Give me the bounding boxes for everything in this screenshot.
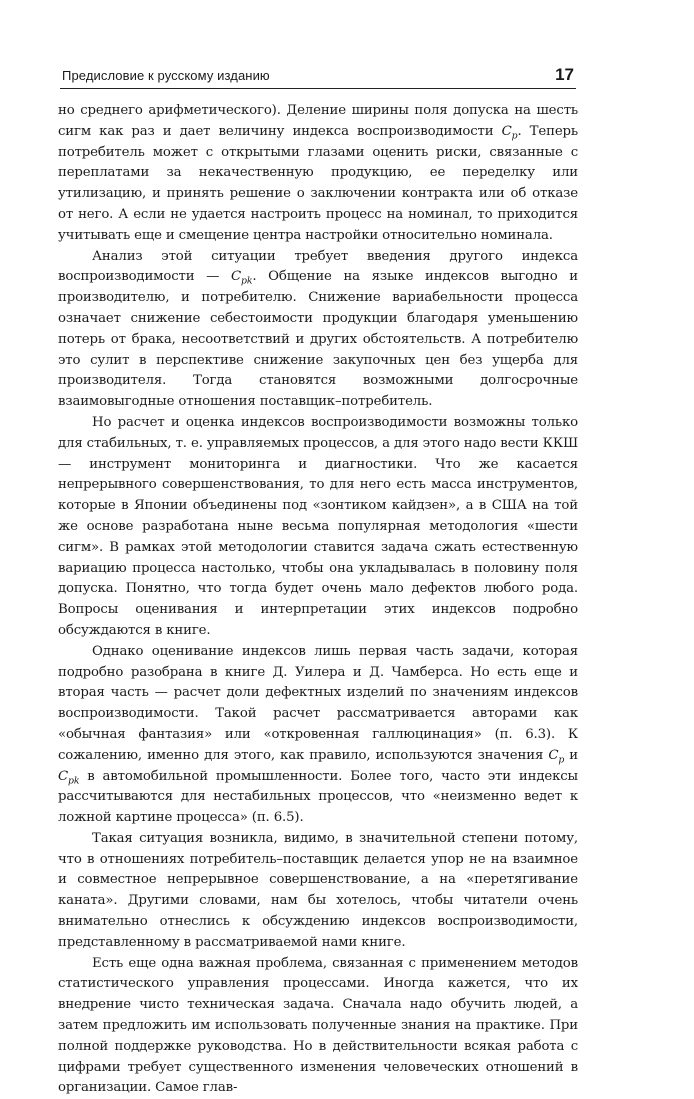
paragraph-4: Однако оценивание индексов лишь первая часть задачи, которая подробно разобрана в книге Д. Уилера и Д. Чамберса. Но есть еще и вторая часть — расчет доли дефектных изделий по значениям индексов воспроизводимости. Такой расчет рассматривается авторами как «обычная фантазия» или «откровенная галлюцинация» (п. 6.3). К сожалению, именно для этого, как правило, используются значения $C_p$ и $C_{pk}$ в автомобильной промышленности. Более того, часто эти индексы рассчитываются для нестабильных процессов, что «неизменно ведет к ложной картине процесса» (п. 6.5). bbox=[58, 643, 578, 826]
paragraph-5: Такая ситуация возникла, видимо, в значительной степени потому, что в отношениях потребитель–поставщик делается упор не на взаимное и совместное непрерывное совершенствование, а на «перетягивание каната». Другими словами, нам бы хотелось, чтобы читатели очень внимательно отнеслись к обсуждению индексов воспроизводимости, представленному в рассматриваемой нами книге. bbox=[58, 830, 578, 950]
body-text bbox=[58, 101, 578, 1099]
index-cpk: $C_{pk}$ bbox=[230, 269, 253, 287]
paragraph-1: но среднего арифметического). Деление ширины поля допуска на шесть сигм как раз и дает величину индекса воспроизводимости $C_p$. Теперь потребитель может с открытыми глазами оценить риски, связанные с переплатами за некачественную продукцию, ее переделку или утилизацию, и принять решение о заключении контракта или об отказе от него. А если не удается настроить процесс на номинал, то приходится учитывать еще и смещение центра настройки относительно номинала. bbox=[58, 103, 578, 243]
paragraph-6: Есть еще одна важная проблема, связанная с применением методов статистического управления процессами. Иногда кажется, что их внедрение чисто техническая задача. Сначала надо обучить людей, а затем предложить им использовать полученные знания на практике. При полной поддержке руководства. Но в действительности всякая работа с цифрами требует существенного изменения человеческих отношений в организации. Самое глав- bbox=[58, 955, 578, 1096]
index-cpk: $C_{pk}$ bbox=[58, 768, 80, 786]
index-cp: $C_p$ bbox=[501, 123, 518, 142]
page-number: 17 bbox=[555, 65, 574, 84]
running-header bbox=[60, 66, 576, 89]
running-title: Предисловие к русскому изданию bbox=[62, 68, 270, 83]
paragraph-2: Анализ этой ситуации требует введения другого индекса воспроизводимости — $C_{pk}$. Общение на языке индексов выгодно и производителю, и потребителю. Снижение вариабельности процесса означает снижение себестоимости продукции благодаря уменьшению потерь от брака, несоответствий и других обстоятельств. А потребителю это сулит в перспективе снижение закупочных цен без ущерба для производителя. Тогда становятся возможными долгосрочные взаимовыгодные отношения поставщик–потребитель. bbox=[58, 248, 578, 410]
paragraph-3: Но расчет и оценка индексов воспроизводимости возможны только для стабильных, т. е. управляемых процессов, а для этого надо вести ККШ — инструмент мониторинга и диагностики. Что же касается непрерывного совершенствования, то для него есть масса инструментов, которые в Японии объединены под «зонтиком кайдзен», а в США на той же основе разработана ныне весьма популярная методология «шести сигм». В рамках этой методологии ставится задача сжать естественную вариацию процесса настолько, чтобы она укладывалась в половину поля допуска. Понятно, что тогда будет очень мало дефектов любого рода. Вопросы оценивания и интерпретации этих индексов подробно обсуждаются в книге. bbox=[58, 414, 578, 638]
index-cp: $C_p$ bbox=[548, 747, 565, 765]
